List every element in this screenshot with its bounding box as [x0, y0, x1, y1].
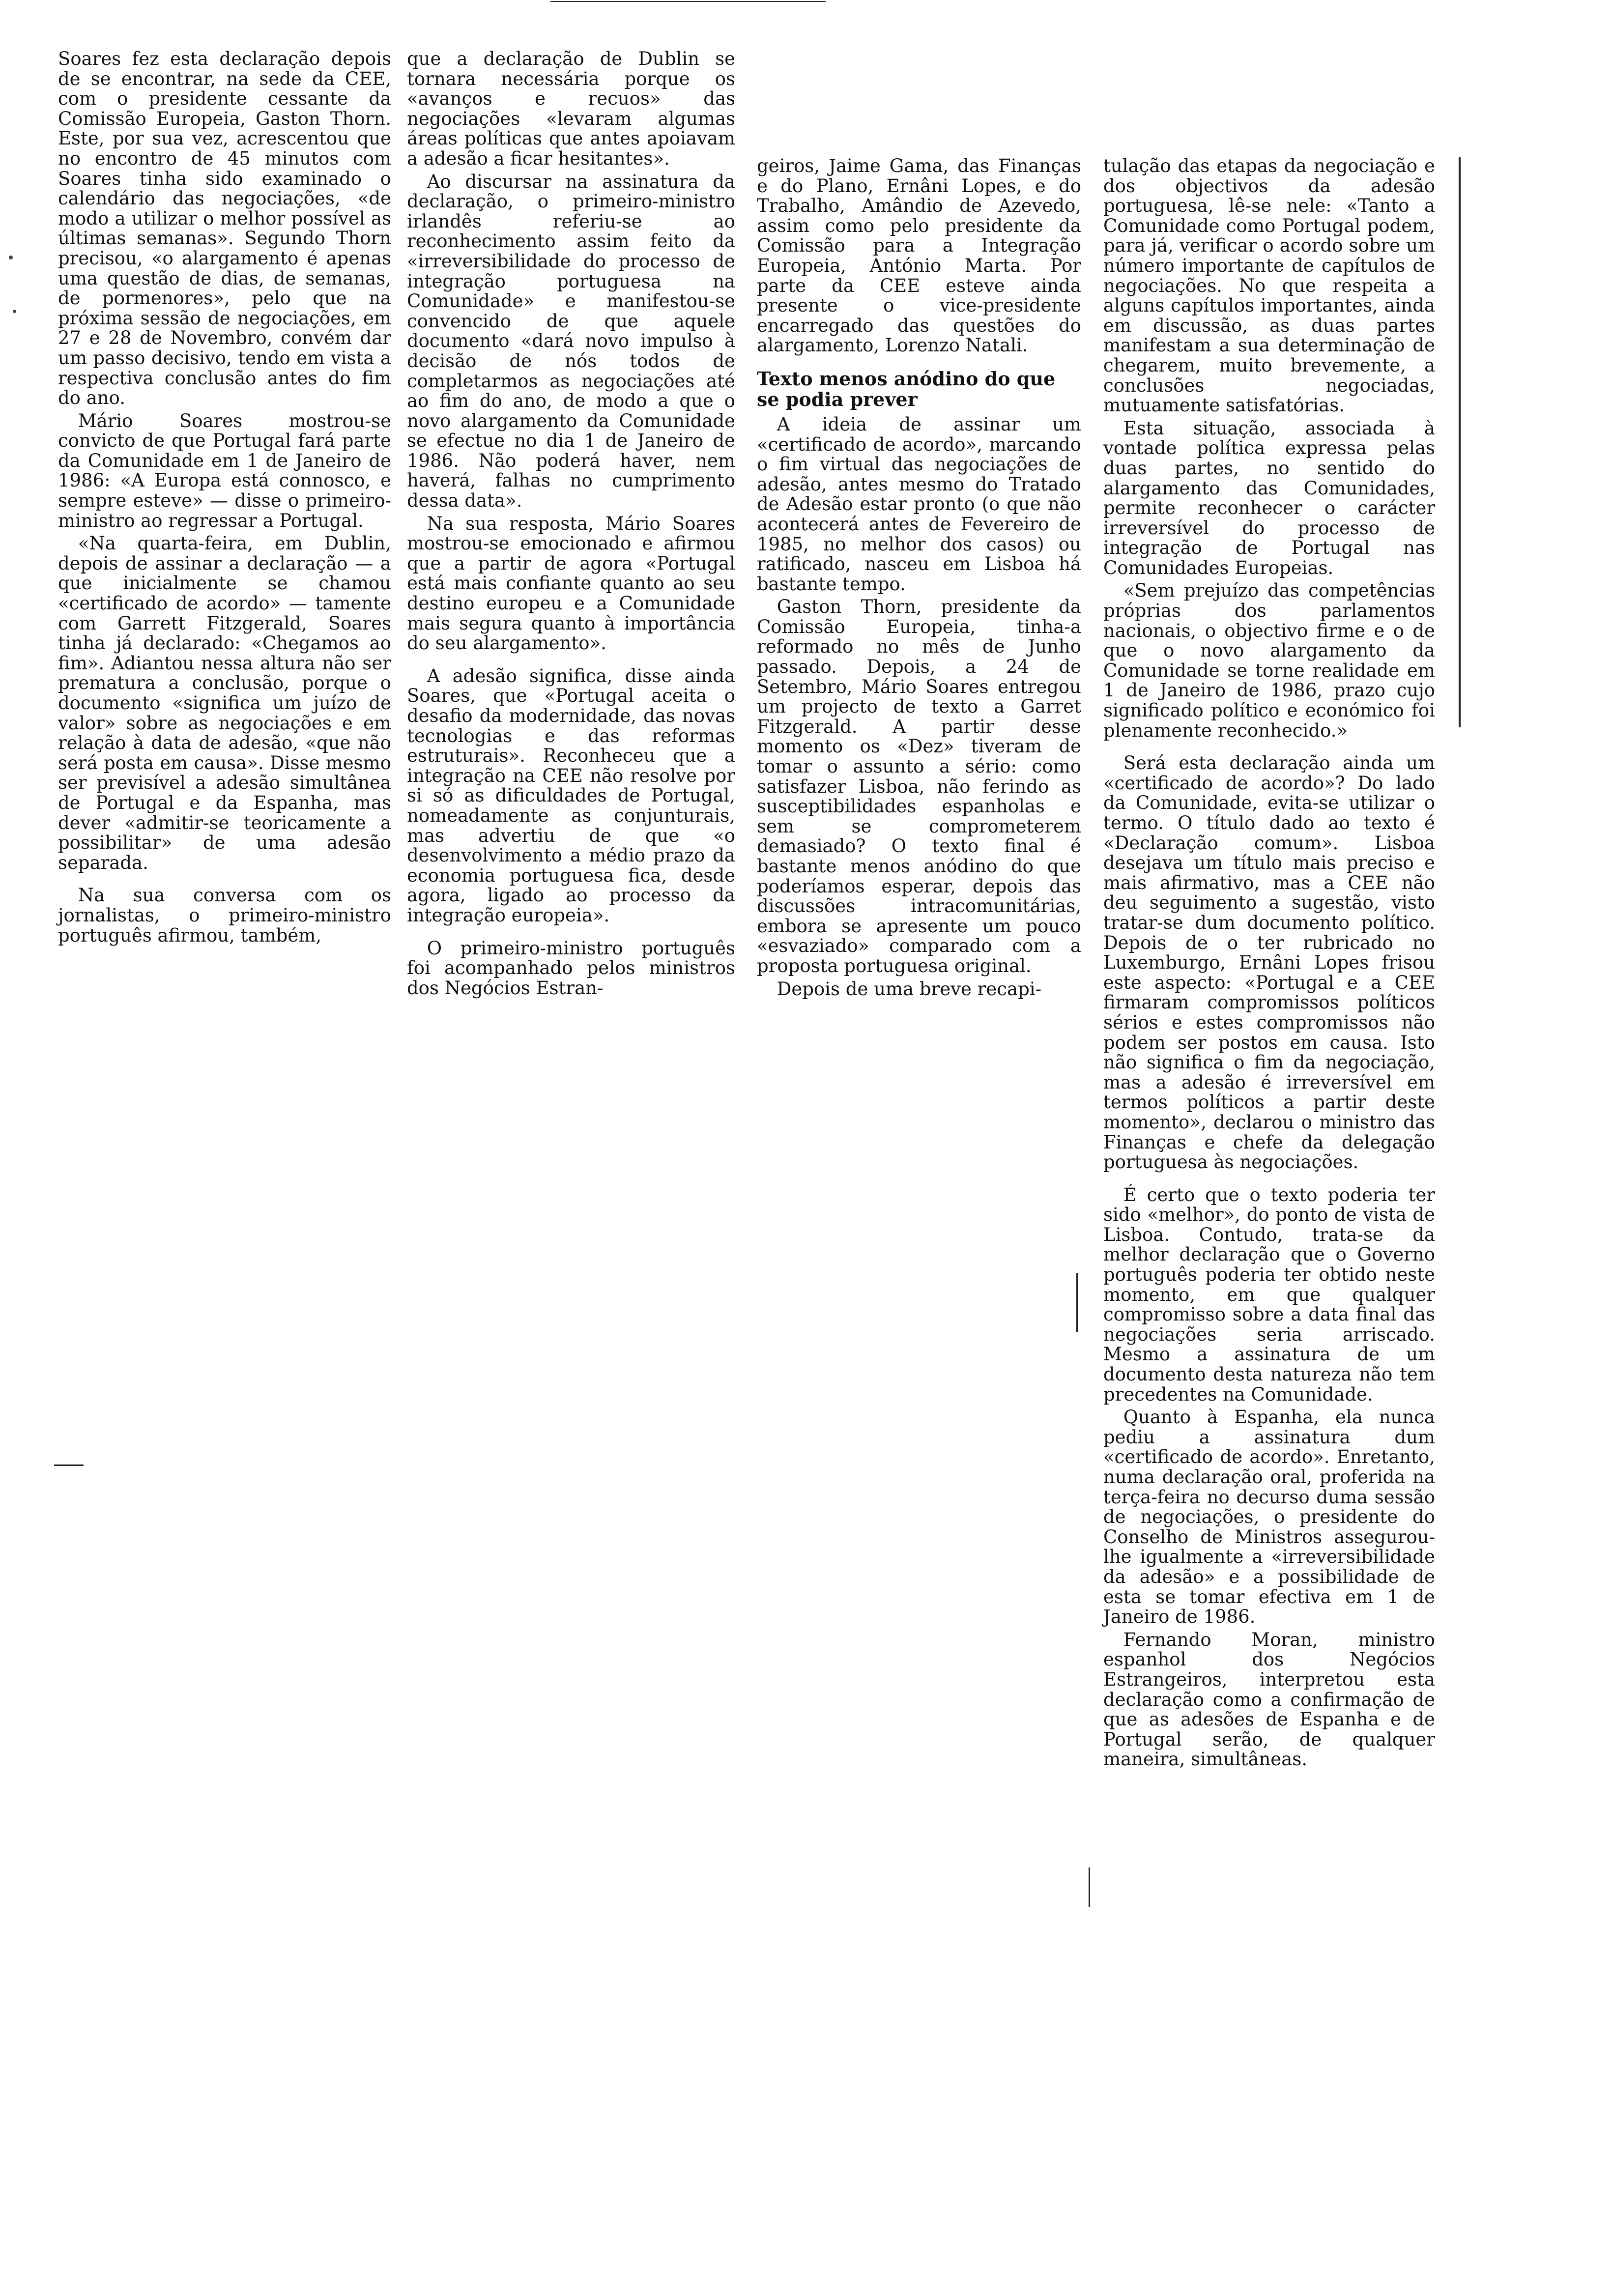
paragraph: Na sua conversa com os jornalistas, o primeiro-ministro português afirmou, também, [58, 885, 391, 946]
paragraph: Será esta declaração ainda um «certificado de acordo»? Do lado da Comunidade, evita-se utilizar o termo. O título dado ao texto é «Declaração comum». Lisboa desejava um título mais preciso e mais afirmativo, mas a CEE não deu seguimento a sugestão, visto tratar-se dum documento político. Depois de o ter rubricado no Luxemburgo, Ernâni Lopes frisou este aspecto: «Portugal e a CEE firmaram compromissos políticos sérios e estes compromissos não podem ser postos em causa. Isto não significa o fim da negociação, mas a adesão é irreversível em termos políticos a partir deste momento», declarou o ministro das Finanças e chefe da delegação portuguesa às negociações. [1103, 752, 1435, 1173]
article-column-1 [58, 49, 391, 948]
section-subheading: Texto menos anódino do que se podia prever [757, 367, 1056, 410]
paragraph: Esta situação, associada à vontade política expressa pelas duas partes, no sentido do alargamento das Comunidades, permite reconhecer o carácter irreversível do processo de integração de Portugal nas Comunidades Europeias. [1103, 417, 1435, 578]
paragraph: que a declaração de Dublin se tornara necessária porque os «avanços e recuos» das negociações «levaram algumas áreas políticas que antes apoiavam a adesão a ficar hesitantes». [407, 48, 735, 169]
left-margin-dash [54, 1464, 84, 1466]
paragraph: A adesão significa, disse ainda Soares, que «Portugal aceita o desafio da modernidade, das novas tecnologias e das reformas estruturais». Reconheceu que a integração na CEE não resolve por si só as dificuldades de Portugal, nomeadamente as conjunturais, mas advertiu de que «o desenvolvimento a médio prazo da economia portuguesa fica, desde agora, ligado ao processo da integração europeia». [407, 665, 735, 926]
paragraph: Na sua resposta, Mário Soares mostrou-se emocionado e afirmou que a partir de agora «Portugal está mais confiante quanto ao seu destino europeu e a Comunidade mais segura quanto à importância do seu alargamento». [407, 513, 735, 654]
paragraph: «Na quarta-feira, em Dublin, depois de assinar a declaração — a que inicialmente se chamou «certificado de acordo» — tamente com Garrett Fitzgerald, Soares tinha já declarado: «Chegamos ao fim». Adiantou nessa altura não ser prematura a conclusão, porque o documento «significa um juízo de valor» sobre as negociações e em relação à data de adesão, «que não será posta em causa». Disse mesmo ser previsível a adesão simultânea de Portugal e da Espanha, mas dever «admitir-se teoricamente a possibilitar» de uma adesão separada. [58, 533, 391, 873]
column-rule-right-lower [1076, 1273, 1078, 1332]
paragraph: Mário Soares mostrou-se convicto de que Portugal fará parte da Comunidade em 1 de Janeiro de 1986: «A Europa está connosco, e sempre esteve» — disse o primeiro-ministro ao regressar a Portugal. [58, 410, 391, 531]
paragraph: Depois de uma breve recapi- [777, 978, 1042, 1000]
paragraph: Ao discursar na assinatura da declaração, o primeiro-ministro irlandês referiu-se ao reconhecimento assim feito da «irreversibilidade do processo de integração portuguesa na Comunidade» e manifestou-se convencido de que aquele documento «dará novo impulso à decisão de nós todos de completarmos as negociações até ao fim do ano, de modo a que o novo alargamento da Comunidade se efectue no dia 1 de Janeiro de 1986. Não poderá haver, nem haverá, falhas no cumprimento dessa data». [407, 171, 735, 512]
top-edge-rule [550, 1, 826, 2]
paragraph: Gaston Thorn, presidente da Comissão Europeia, tinha-a reformado no mês de Junho passado. Depois, a 24 de Setembro, Mário Soares entregou um projecto de texto a Garret Fitzgerald. A partir desse momento os «Dez» tiveram de tomar o assunto a sério: como satisfazer Lisboa, não ferindo as susceptibilidades espanholas e sem se comprometerem demasiado? O texto final é bastante menos anódino do que poderíamos esperar, depois das discussões intracomunitárias, embora se apresente um pouco «esvaziado» comparado com a proposta portuguesa original. [757, 596, 1081, 976]
paragraph: Fernando Moran, ministro espanhol dos Negócios Estrangeiros, interpretou esta declaração como a confirmação de que as adesões de Espanha e de Portugal serão, de qualquer maneira, simultâneas. [1103, 1629, 1435, 1770]
paragraph: geiros, Jaime Gama, das Finanças e do Plano, Ernâni Lopes, e do Trabalho, Amândio de Azevedo, assim como pelo presidente da Comissão para a Integração Europeia, António Marta. Por parte da CEE esteve ainda presente o vice-presidente encarregado das questões do alargamento, Lorenzo Natali. [757, 155, 1081, 356]
paragraph: «Sem prejuízo das competências próprias dos parlamentos nacionais, o objectivo firme e o de que o novo alargamento da Comunidade se torne realidade em 1 de Janeiro de 1986, prazo cujo significado político e económico foi plenamente reconhecido.» [1103, 580, 1435, 741]
paragraph: Quanto à Espanha, ela nunca pediu a assinatura dum «certificado de acordo». Enretanto, numa declaração oral, proferida na terça-feira no decurso duma sessão de negociações, o presidente do Conselho de Ministros assegurou-lhe igualmente a «irreversibilidade da adesão» e a possibilidade de esta se tomar efectiva em 1 de Janeiro de 1986. [1103, 1406, 1435, 1628]
article-column-2 [407, 49, 735, 1001]
margin-speck [9, 256, 13, 259]
paragraph: Soares fez esta declaração depois de se encontrar, na sede da CEE, com o presidente cessante da Comissão Europeia, Gaston Thorn. Este, por sua vez, acrescentou que no encontro de 45 minutos com Soares tinha sido examinado o calendário das negociações, «de modo a utilizar o melhor possível as últimas semanas». Segundo Thorn precisou, «o alargamento é apenas uma questão de dias, de semanas, de pormenores», pelo que na próxima sessão de negociações, em 27 e 28 de Novembro, convém dar um passo decisivo, tendo em vista a respectiva conclusão antes do fim do ano. [58, 48, 391, 409]
column-rule-right [1459, 157, 1461, 727]
article-column-3 [757, 156, 1081, 1002]
column-rule-lower-left [1089, 1867, 1090, 1907]
paragraph: O primeiro-ministro português foi acompanhado pelos ministros dos Negócios Estran- [407, 937, 735, 999]
margin-speck [13, 310, 16, 313]
paragraph: É certo que o texto poderia ter sido «melhor», do ponto de vista de Lisboa. Contudo, trata-se da melhor declaração que o Governo português poderia ter obtido neste momento, em que qualquer compromisso sobre a data final das negociações seria arriscado. Mesmo a assinatura de um documento desta natureza não tem precedentes na Comunidade. [1103, 1184, 1435, 1405]
article-column-4 [1103, 156, 1435, 1773]
paragraph: tulação das etapas da negociação e dos objectivos da adesão portuguesa, lê-se nele: «Tanto a Comunidade como Portugal podem, para já, verificar o acordo sobre um número importante de capítulos de negociações. No que respeita a alguns capítulos importantes, ainda em discussão, as duas partes manifestam a sua determinação de chegarem, muito brevemente, a conclusões negociadas, mutuamente satisfatórias. [1103, 155, 1435, 416]
paragraph: A ideia de assinar um «certificado de acordo», marcando o fim virtual das negociações de adesão, antes mesmo do Tratado de Adesão estar pronto (o que não acontecerá antes de Fevereiro de 1985, no melhor dos casos) ou ratificado, nasceu em Lisboa há bastante tempo. [757, 413, 1081, 595]
